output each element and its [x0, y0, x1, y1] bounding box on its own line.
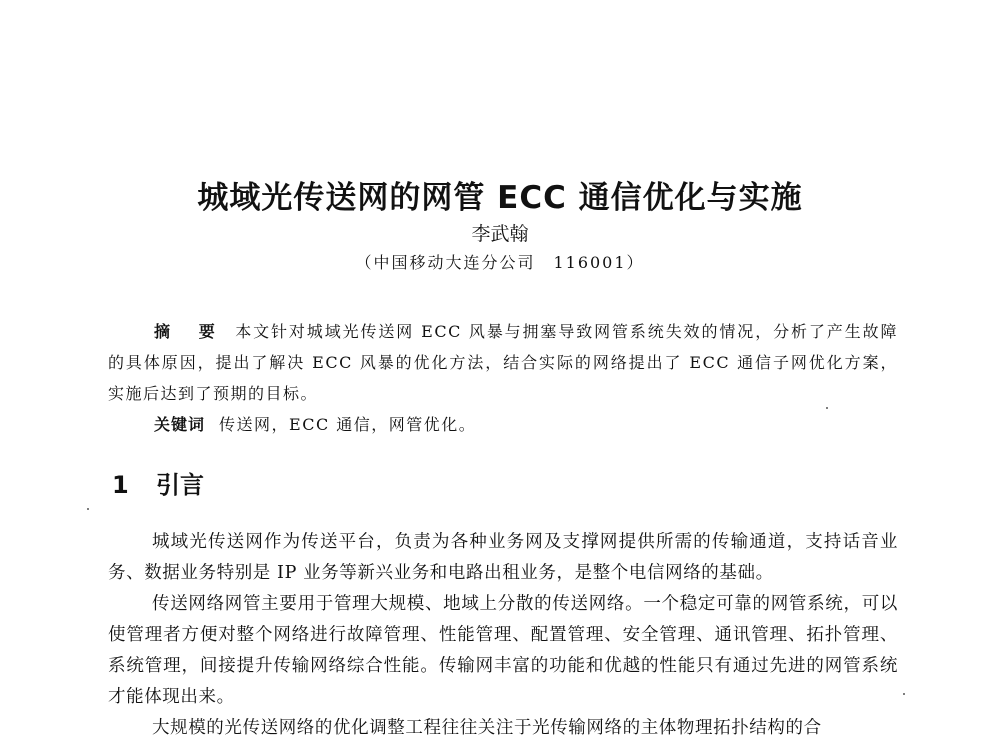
scan-speck [826, 407, 828, 409]
keywords-paragraph [108, 409, 898, 440]
abstract-block [108, 316, 898, 440]
section-title: 引言 [156, 471, 204, 499]
scan-speck [903, 693, 905, 695]
section-number: 1 [112, 471, 129, 499]
section-heading [112, 465, 204, 500]
keywords-label: 关键词 [154, 415, 206, 434]
author-name: 李武翰 [471, 223, 529, 245]
paper-title: 城域光传送网的网管 ECC 通信优化与实施 [197, 180, 803, 216]
abstract-paragraph [108, 316, 898, 409]
author-affiliation: （中国移动大连分公司 116001） [355, 253, 645, 272]
keywords-text: 传送网，ECC 通信，网管优化。 [219, 415, 477, 434]
body-paragraph: 大规模的光传送网络的优化调整工程往往关注于光传输网络的主体物理拓扑结构的合 [152, 718, 822, 738]
body-text [108, 527, 898, 744]
abstract-label: 摘 要 [154, 322, 222, 341]
abstract-text: 本文针对城域光传送网 ECC 风暴与拥塞导致网管系统失效的情况，分析了产生故障的具体原因，提出了解决 ECC 风暴的优化方法，结合实际的网络提出了 ECC 通信子网优化方案，实施后达到了预期的目标。 [108, 322, 898, 403]
scan-speck [87, 508, 89, 510]
body-paragraph: 城域光传送网作为传送平台，负责为各种业务网及支撑网提供所需的传输通道，支持话音业务、数据业务特别是 IP 业务等新兴业务和电路出租业务，是整个电信网络的基础。 [108, 532, 898, 583]
body-paragraph: 传送网络网管主要用于管理大规模、地域上分散的传送网络。一个稳定可靠的网管系统，可以使管理者方便对整个网络进行故障管理、性能管理、配置管理、安全管理、通讯管理、拓扑管理、系统管理，间接提升传输网络综合性能。传输网丰富的功能和优越的性能只有通过先进的网管系统才能体现出来。 [108, 594, 898, 707]
